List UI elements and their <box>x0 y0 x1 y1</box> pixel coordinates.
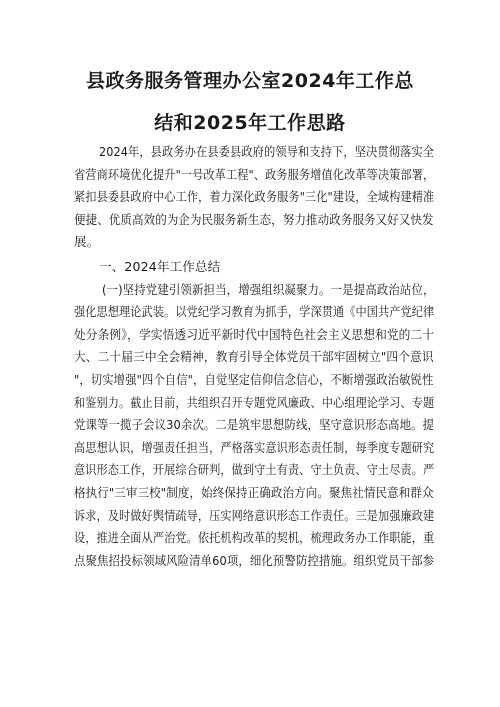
paragraph-line: 强化思想理论武装。以党纪学习教育为抓手，学深贯通《中国共产党纪律 <box>74 304 435 320</box>
paragraph-line: 党课等一揽子会议30余次。二是筑牢思想防线，坚守意识形态高地。提 <box>74 417 435 433</box>
paragraph-line: 省营商环境优化提升"一号改革工程"、政务服务增值化改革等决策部署， <box>74 166 435 182</box>
paragraph-line: 格执行"三审三校"制度，始终保持正确政治方向。聚焦社情民意和群众 <box>74 484 434 500</box>
paragraph-line: 紧扣县委县政府中心工作，着力深化政务服务"三化"建设，全域构建精准 <box>74 189 435 205</box>
paragraph-line: 点聚焦招投标领域风险清单60项，细化预警防控措施。组织党员干部参 <box>74 552 435 568</box>
document-body <box>74 141 434 572</box>
paragraph-line: 诉求，及时做好舆情疏导，压实网络意识形态工作责任。三是加强廉政建 <box>74 507 435 523</box>
paragraph-line: (一)坚持党建引领新担当，增强组织凝聚力。一是提高政治站位， <box>102 281 435 297</box>
paragraph-line: 展。 <box>74 234 100 250</box>
section-heading-block <box>74 256 434 279</box>
document-title-line-1: 县政务服务管理办公室2024年工作总 <box>86 70 414 92</box>
paragraph-line: 2024年，县政务办在县委县政府的领导和支持下，坚决贯彻落实全 <box>99 144 435 159</box>
paragraph-line: 设，推进全面从严治党。依托机构改革的契机，梳理政务办工作职能，重 <box>74 530 435 546</box>
subsection-paragraph <box>74 279 434 573</box>
paragraph-line: 和鉴别力。截止目前，共组织召开专题党风廉政、中心组理论学习、专题 <box>74 394 435 410</box>
paragraph-line: 处分条例》，学实悟透习近平新时代中国特色社会主义思想和党的二十 <box>74 326 435 342</box>
intro-paragraph <box>74 141 434 254</box>
paragraph-line: "，切实增强"四个自信"，自觉坚定信仰信念信心，不断增强政治敏锐性 <box>74 371 434 387</box>
paragraph-line: 便捷、优质高效的为企为民服务新生态，努力推动政务服务又好又快发 <box>74 211 434 227</box>
paragraph-line: 意识形态工作，开展综合研判，做到守土有责、守土负责、守土尽责。严 <box>74 462 435 478</box>
paragraph-line: 高思想认识，增强责任担当，严格落实意识形态责任制，每季度专题研究 <box>74 439 435 455</box>
document-title-line-2: 结和2025年工作思路 <box>154 112 346 134</box>
paragraph-line: 大、二十届三中全会精神，教育引导全体党员干部牢固树立"四个意识 <box>74 349 434 365</box>
section-heading: 一、2024年工作总结 <box>99 258 221 274</box>
